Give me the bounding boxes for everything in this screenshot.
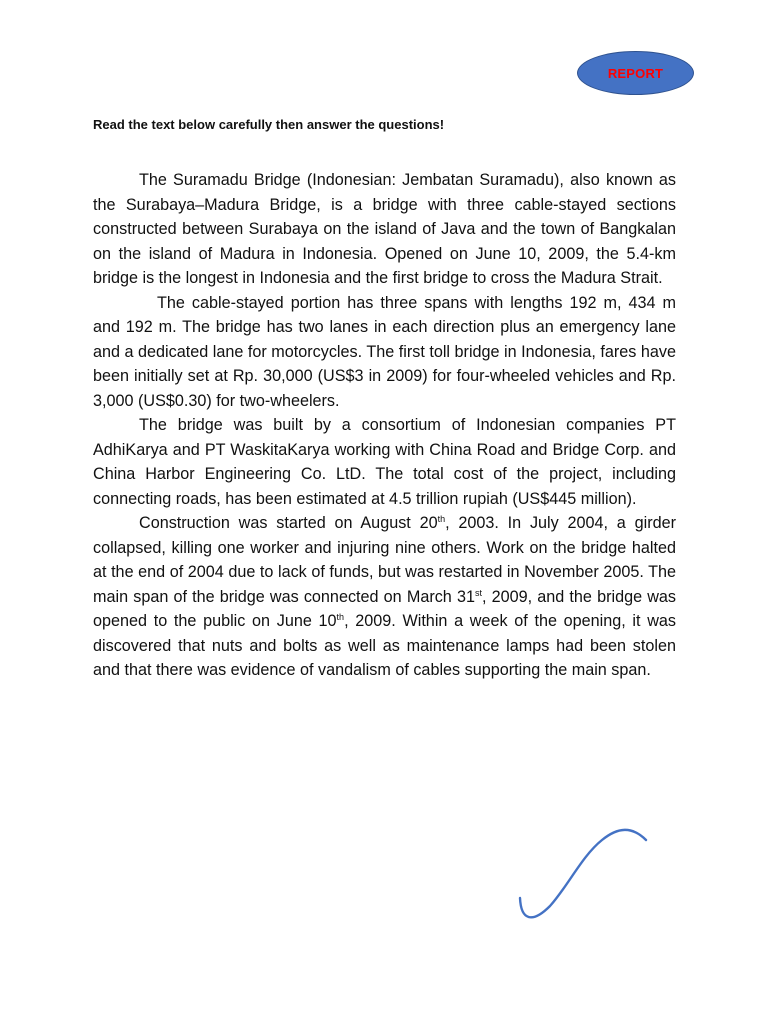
paragraph-1: The Suramadu Bridge (Indonesian: Jembatan Suramadu), also known as the Surabaya–Madura Bridge, is a bridge with three cable-stayed sections constructed between Surabaya on the island of Java and the town of Bangkalan on the island of Madura in Indonesia. Opened on June 10, 2009, the 5.4-km bridge is the longest in Indonesia and the first bridge to cross the Madura Strait. xyxy=(93,171,676,287)
paragraph-2: The cable-stayed portion has three spans with lengths 192 m, 434 m and 192 m. The bridge has two lanes in each direction plus an emergency lane and a dedicated lane for motorcycles. The first toll bridge in Indonesia, fares have been initially set at Rp. 30,000 (US$3 in 2009) for four-wheeled vehicles and Rp. 3,000 (US$0.30) for two-wheelers. xyxy=(93,293,676,410)
check-mark-icon xyxy=(510,820,655,930)
paragraph-4-text-4: , 2009. Within a week of the opening, it was discovered that nuts and bolts as well as maintenance lamps had been stolen and that there was evidence of vandalism of cables supporting the main span. xyxy=(93,612,676,679)
ordinal-suffix: th xyxy=(437,514,446,524)
instruction-heading: Read the text below carefully then answer the questions! xyxy=(93,117,445,132)
paragraph-4-text-3: , 2009, and the bridge was opened to the public on June 10 xyxy=(93,587,677,630)
paragraph-4 xyxy=(93,511,676,683)
report-badge xyxy=(577,51,694,95)
paragraph-4-text-2: , 2003. In July 2004, a girder collapsed, killing one worker and injuring nine others. Work on the bridge halted at the end of 2004 due to lack of funds, but was restarted in November 2005. The main span of the bridge was connected on March 31 xyxy=(93,514,676,606)
reading-text xyxy=(93,168,676,683)
check-mark-stroke xyxy=(520,830,646,917)
paragraph-4-text-1: Construction was started on August 20 xyxy=(139,514,438,532)
ordinal-suffix: th xyxy=(336,612,345,622)
paragraph-3: The bridge was built by a consortium of Indonesian companies PT AdhiKarya and PT WaskitaKarya working with China Road and Bridge Corp. and China Harbor Engineering Co. LtD. The total cost of the project, including connecting roads, has been estimated at 4.5 trillion rupiah (US$445 million). xyxy=(93,416,676,508)
ordinal-suffix: st xyxy=(474,587,482,598)
report-badge-label: REPORT xyxy=(607,65,664,81)
